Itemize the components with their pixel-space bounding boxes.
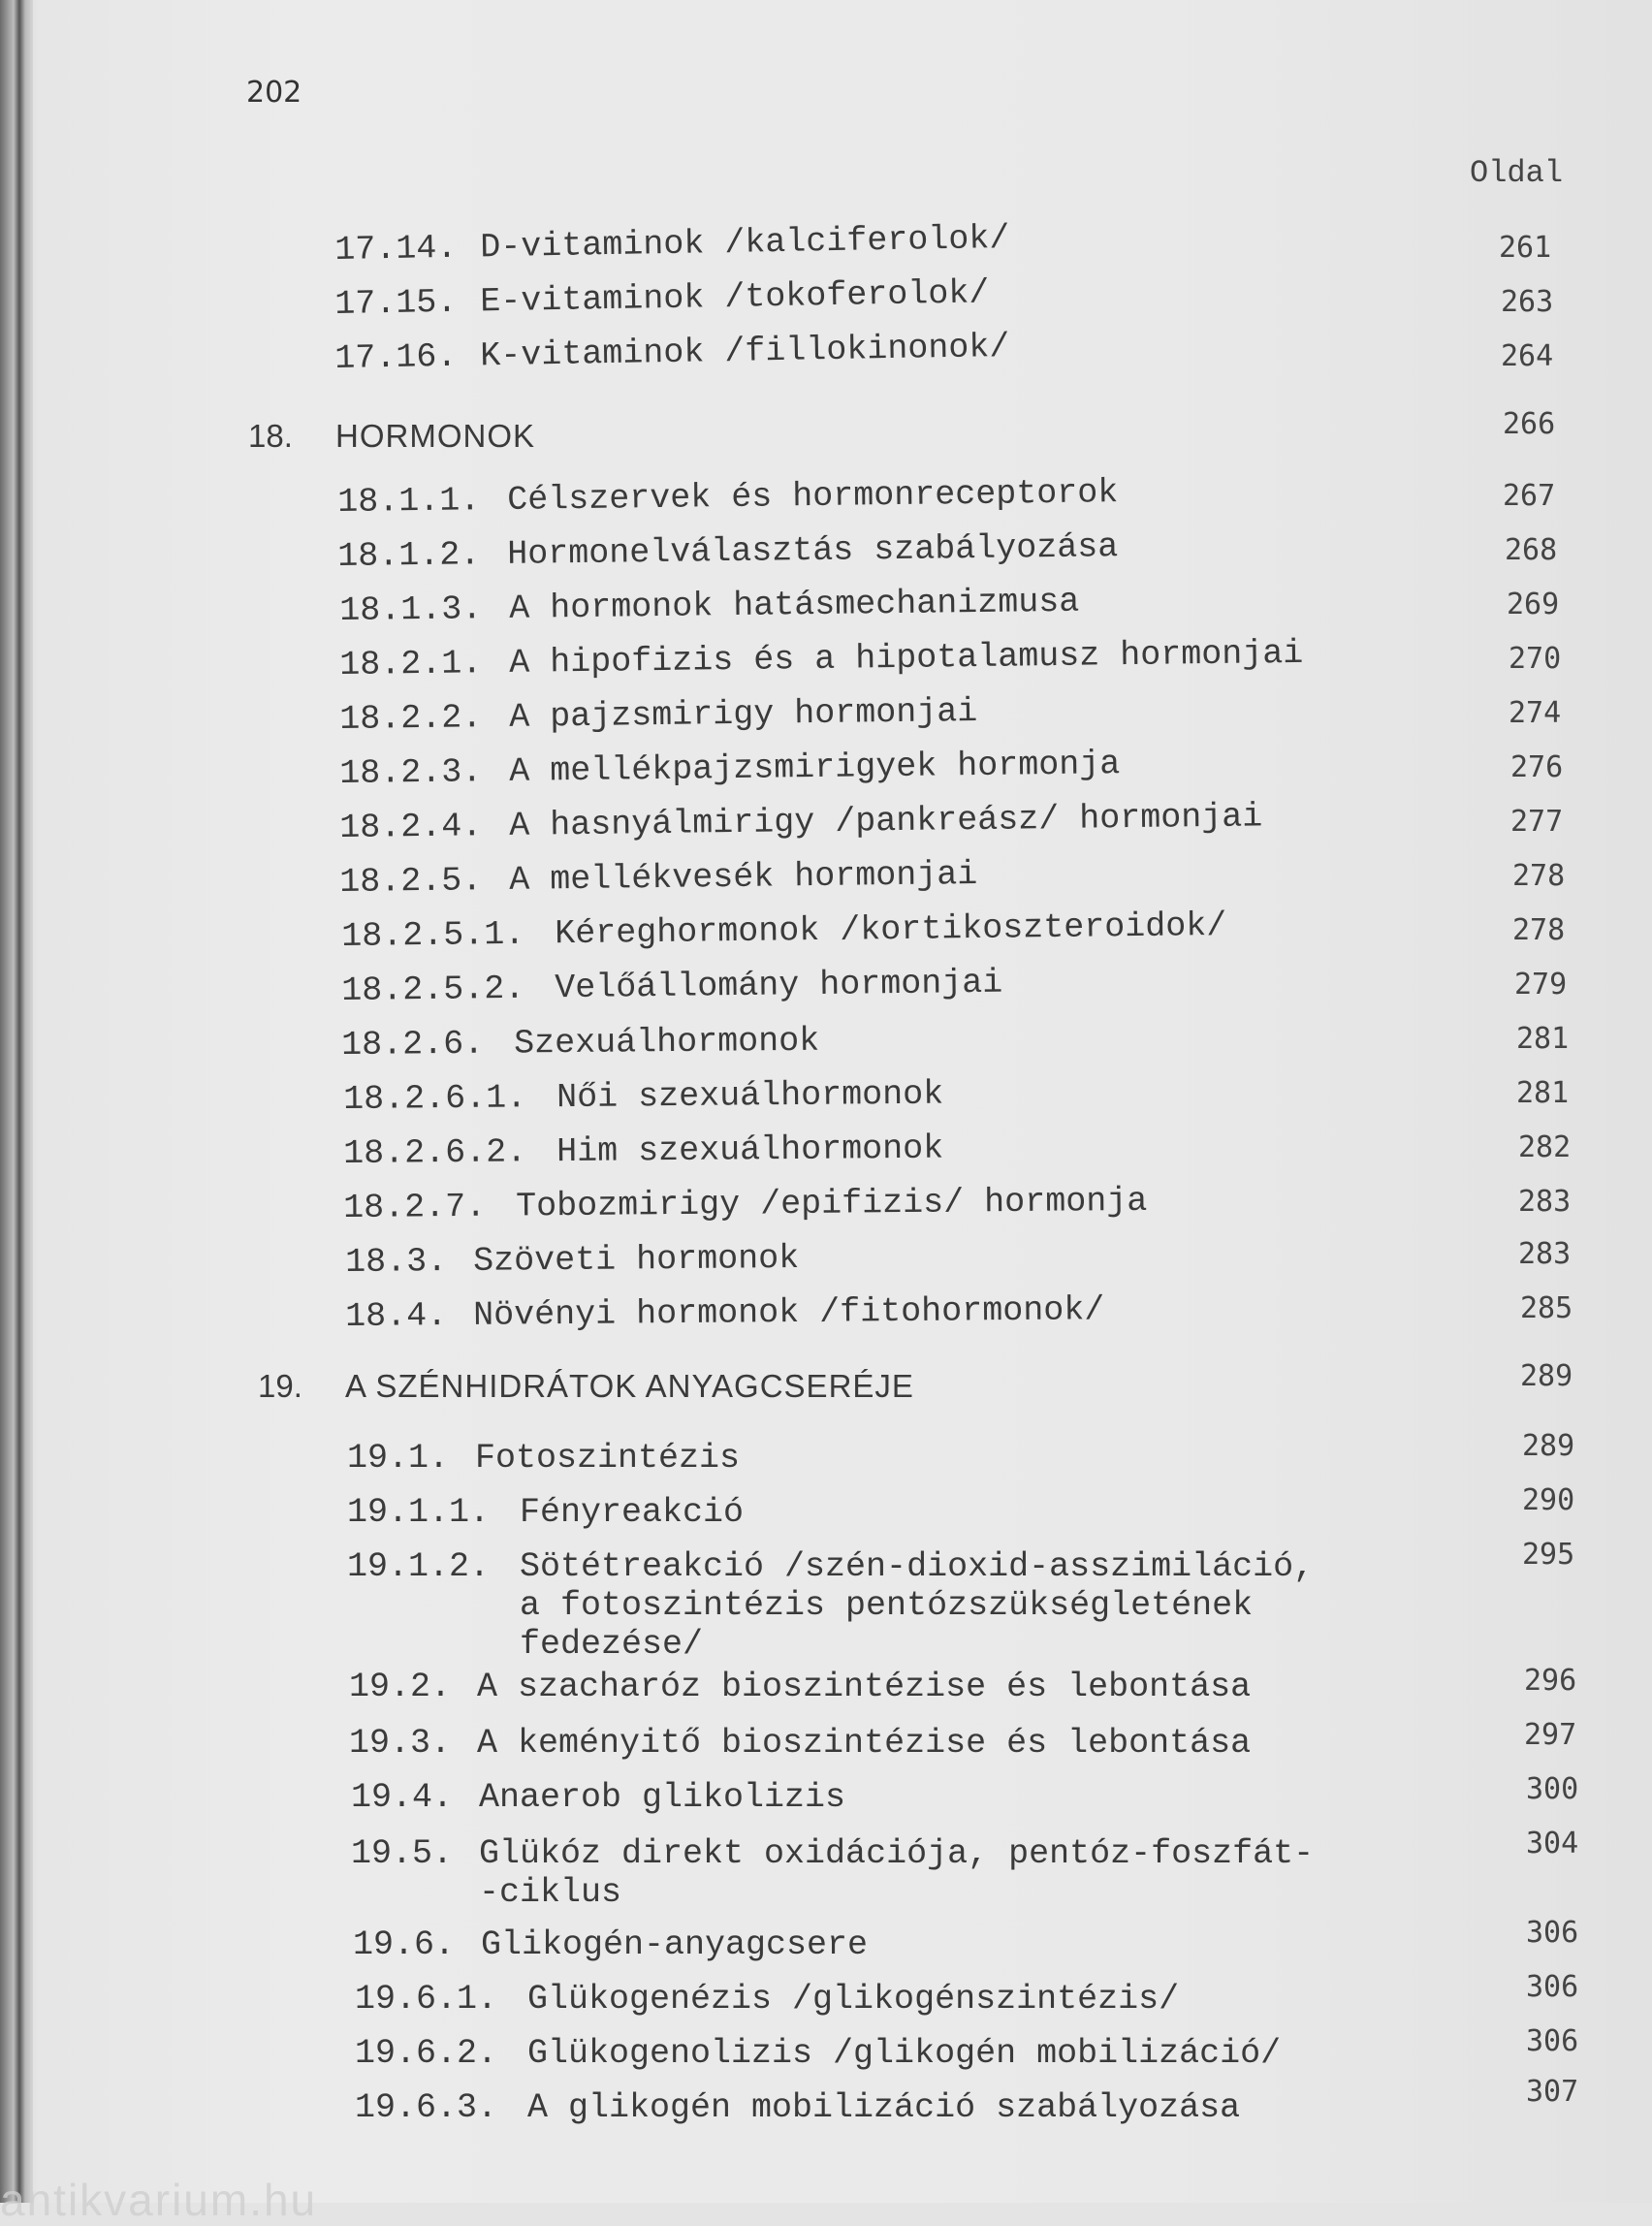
toc-entry-page: 270 <box>1509 642 1562 676</box>
toc-entry-page: 307 <box>1526 2075 1579 2109</box>
toc-entry-page: 283 <box>1518 1237 1572 1271</box>
toc-entry-number: 18.4. <box>345 1296 448 1336</box>
toc-entry-title: Kéreghormonok /kortikoszteroidok/ <box>554 906 1227 954</box>
toc-entry-number: 18.2.2. <box>339 698 483 739</box>
toc-entry-number: 19.1.2. <box>347 1547 491 1586</box>
toc-entry-page: 300 <box>1526 1772 1579 1806</box>
toc-entry-title: E-vitaminok /tokoferolok/ <box>479 273 990 322</box>
toc-entry-page: 306 <box>1526 1970 1579 2004</box>
toc-entry-number: 18.2.7. <box>343 1187 487 1227</box>
toc-entry-title: A hipofizis és a hipotalamusz hormonjai <box>508 633 1304 683</box>
toc-entry-number: 17.14. <box>334 228 458 270</box>
toc-entry-title: Glükóz direkt oxidációja, pentóz-foszfát- -ciklus <box>479 1834 1315 1912</box>
toc-entry-number: 18.2.4. <box>339 807 483 847</box>
toc-entry-page: 269 <box>1507 588 1560 621</box>
toc-entry-page: 290 <box>1522 1483 1575 1517</box>
toc-entry-title: Női szexuálhormonok <box>556 1074 944 1118</box>
toc-entry-title: A hormonok hatásmechanizmusa <box>508 582 1080 628</box>
toc-entry-title: Velőállomány hormonjai <box>554 963 1003 1008</box>
toc-entry-title: Sötétreakció /szén-dioxid-asszimiláció, a fotoszintézis pentózszükségletének fedezése/ <box>520 1547 1315 1664</box>
toc-entry-page: 281 <box>1516 1076 1570 1110</box>
toc-entry-page: 306 <box>1526 1916 1579 1950</box>
toc-chapter-title: A SZÉNHIDRÁTOK ANYAGCSERÉJE <box>345 1368 914 1404</box>
toc-entry-title: Célszervek és hormonreceptorok <box>506 473 1119 520</box>
toc-entry-title: Glikogén-anyagcsere <box>481 1925 869 1964</box>
toc-entry-title: Fotoszintézis <box>475 1439 741 1478</box>
toc-entry-title: Növényi hormonok /fitohormonok/ <box>472 1290 1105 1335</box>
toc-entry-title: A mellékvesék hormonjai <box>508 854 978 900</box>
toc-entry-page: 278 <box>1512 913 1566 947</box>
toc-entry-number: 18.2.6. <box>341 1024 485 1065</box>
toc-entry-page: 285 <box>1520 1291 1573 1325</box>
toc-entry-number: 19.6.1. <box>355 1980 498 2019</box>
toc-entry-title: Him szexuálhormonok <box>556 1129 944 1172</box>
toc-entry-title: A mellékpajzsmirigyek hormonja <box>508 745 1121 791</box>
toc-entry-number: 19.6. <box>353 1925 456 1964</box>
toc-entry-page: 282 <box>1518 1130 1572 1164</box>
toc-entry-page: 274 <box>1509 696 1562 730</box>
toc-entry-number: 19.5. <box>351 1834 454 1873</box>
toc-entry-page: 289 <box>1522 1429 1575 1463</box>
toc-entry-title: Hormonelválasztás szabályozása <box>506 527 1119 574</box>
toc-entry-page: 264 <box>1501 339 1554 373</box>
toc-entry-number: 18.2.1. <box>339 644 483 684</box>
toc-entry-title: Tobozmirigy /epifizis/ hormonja <box>515 1181 1148 1226</box>
toc-entry-page: 266 <box>1503 407 1556 441</box>
toc-entry-number: 18.3. <box>345 1242 448 1282</box>
toc-entry-title: Szexuálhormonok <box>513 1021 820 1064</box>
toc-entry-title: Glükogenolizis /glikogén mobilizáció/ <box>527 2034 1282 2073</box>
toc-entry-number: 18.2.3. <box>339 752 483 793</box>
toc-entry-number: 18.2.5. <box>339 861 483 902</box>
toc-entry-title: Fényreakció <box>520 1493 745 1532</box>
toc-entry-page: 306 <box>1526 2024 1579 2058</box>
toc-entry-number: 18.2.5.2. <box>341 969 525 1010</box>
toc-entry-page: 304 <box>1526 1827 1579 1860</box>
toc-chapter-title: HORMONOK <box>335 418 535 454</box>
toc-entry-title: A pajzsmirigy hormonjai <box>508 691 978 737</box>
page-column-header: Oldal <box>1470 155 1564 191</box>
toc-entry-title: A hasnyálmirigy /pankreász/ hormonjai <box>508 797 1263 845</box>
toc-entry-number: 18.1.1. <box>337 481 481 522</box>
toc-entry-number: 19.2. <box>349 1668 452 1706</box>
toc-entry-number: 18.2.6.2. <box>343 1132 527 1173</box>
toc-entry-number: 18.2.5.1. <box>341 914 525 956</box>
toc-entry-title: A keményitő bioszintézise és lebontása <box>477 1724 1252 1763</box>
toc-chapter-number: 18. <box>248 418 293 454</box>
watermark: antikvarium.hu <box>0 2175 318 2225</box>
toc-entry-page: 295 <box>1522 1538 1575 1572</box>
toc-entry-page: 268 <box>1505 533 1558 567</box>
toc-entry-title: K-vitaminok /fillokinonok/ <box>479 327 1010 376</box>
toc-entry-page: 283 <box>1518 1185 1572 1219</box>
toc-entry-page: 281 <box>1516 1022 1570 1056</box>
toc-entry-number: 18.1.3. <box>339 589 483 630</box>
book-spine <box>0 0 33 2203</box>
toc-chapter-number: 19. <box>258 1368 302 1404</box>
toc-entry-number: 18.1.2. <box>337 535 481 576</box>
toc-entry-title: A szacharóz bioszintézise és lebontása <box>477 1668 1252 1706</box>
toc-entry-number: 19.1.1. <box>347 1493 491 1532</box>
toc-entry-number: 19.3. <box>349 1724 452 1763</box>
page-number: 202 <box>246 76 302 110</box>
toc-entry-page: 277 <box>1510 805 1564 839</box>
toc-entry-number: 19.4. <box>351 1778 454 1817</box>
toc-entry-number: 19.1. <box>347 1439 450 1478</box>
toc-entry-page: 278 <box>1512 859 1566 893</box>
toc-entry-number: 19.6.2. <box>355 2034 498 2073</box>
toc-entry-title: Anaerob glikolizis <box>479 1778 846 1817</box>
toc-entry-number: 19.6.3. <box>355 2088 498 2127</box>
toc-entry-title: D-vitaminok /kalciferolok/ <box>479 218 1010 268</box>
toc-entry-number: 18.2.6.1. <box>343 1078 527 1119</box>
toc-entry-number: 17.16. <box>334 336 458 378</box>
toc-entry-page: 276 <box>1510 750 1564 784</box>
toc-entry-page: 289 <box>1520 1359 1573 1393</box>
toc-entry-title: Szöveti hormonok <box>472 1238 800 1281</box>
toc-entry-number: 17.15. <box>334 282 458 324</box>
toc-entry-page: 296 <box>1524 1664 1577 1698</box>
toc-entry-title: Glükogenézis /glikogénszintézis/ <box>527 1980 1180 2019</box>
toc-entry-page: 297 <box>1524 1718 1577 1752</box>
toc-entry-page: 263 <box>1501 285 1554 319</box>
toc-entry-page: 279 <box>1514 968 1568 1002</box>
toc-entry-title: A glikogén mobilizáció szabályozása <box>527 2088 1241 2127</box>
toc-entry-page: 267 <box>1503 479 1556 513</box>
toc-entry-page: 261 <box>1499 231 1552 265</box>
